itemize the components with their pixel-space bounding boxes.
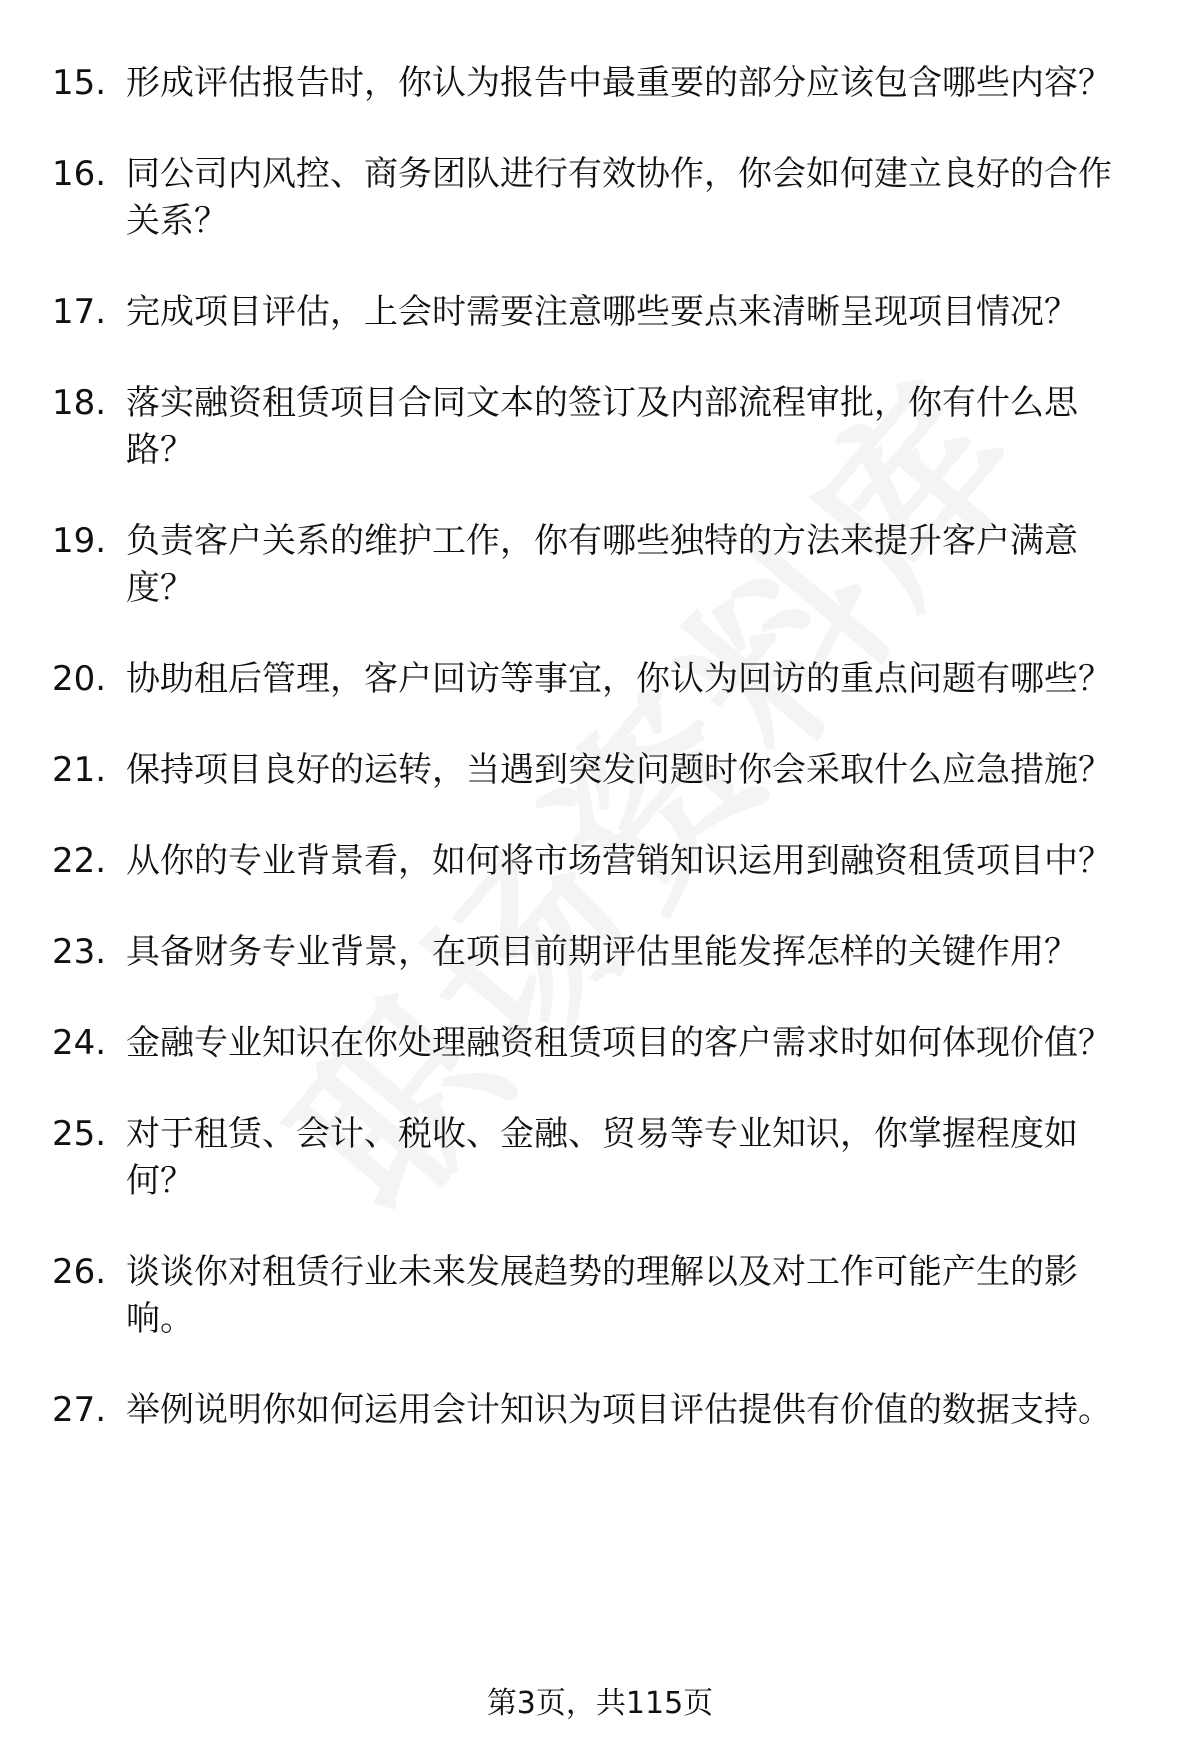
list-item	[0, 1249, 1200, 1343]
question-number: 23.	[52, 932, 107, 972]
question-number: 24.	[52, 1023, 107, 1063]
question-number: 26.	[52, 1252, 107, 1292]
question-text: 形成评估报告时，你认为报告中最重要的部分应该包含哪些内容？	[126, 63, 1112, 103]
list-item	[0, 838, 1200, 885]
question-number: 15.	[52, 63, 107, 103]
list-item	[0, 1020, 1200, 1067]
question-text: 落实融资租赁项目合同文本的签订及内部流程审批，你有什么思路？	[126, 383, 1078, 470]
list-item	[0, 289, 1200, 336]
question-text: 从你的专业背景看，如何将市场营销知识运用到融资租赁项目中？	[126, 841, 1112, 881]
question-number: 17.	[52, 292, 107, 332]
list-item	[0, 151, 1200, 245]
list-item	[0, 929, 1200, 976]
question-number: 25.	[52, 1114, 107, 1154]
question-text: 同公司内风控、商务团队进行有效协作，你会如何建立良好的合作关系？	[126, 154, 1112, 241]
question-number: 21.	[52, 750, 107, 790]
question-number: 27.	[52, 1390, 107, 1430]
question-number: 16.	[52, 154, 107, 194]
list-item	[0, 1111, 1200, 1205]
question-number: 19.	[52, 521, 107, 561]
question-text: 具备财务专业背景，在项目前期评估里能发挥怎样的关键作用？	[126, 932, 1078, 972]
list-item	[0, 747, 1200, 794]
question-text: 金融专业知识在你处理融资租赁项目的客户需求时如何体现价值？	[126, 1023, 1112, 1063]
question-list	[0, 60, 1200, 1478]
question-number: 18.	[52, 383, 107, 423]
question-text: 负责客户关系的维护工作，你有哪些独特的方法来提升客户满意度？	[126, 521, 1078, 608]
question-text: 举例说明你如何运用会计知识为项目评估提供有价值的数据支持。	[126, 1390, 1112, 1430]
list-item	[0, 656, 1200, 703]
question-text: 保持项目良好的运转，当遇到突发问题时你会采取什么应急措施？	[126, 750, 1112, 790]
question-text: 对于租赁、会计、税收、金融、贸易等专业知识，你掌握程度如何？	[126, 1114, 1078, 1201]
question-text: 谈谈你对租赁行业未来发展趋势的理解以及对工作可能产生的影响。	[126, 1252, 1078, 1339]
page-footer: 第3页，共115页	[486, 1686, 714, 1721]
question-number: 22.	[52, 841, 107, 881]
question-text: 完成项目评估，上会时需要注意哪些要点来清晰呈现项目情况？	[126, 292, 1078, 332]
list-item	[0, 60, 1200, 107]
list-item	[0, 518, 1200, 612]
list-item	[0, 380, 1200, 474]
list-item	[0, 1387, 1200, 1434]
question-number: 20.	[52, 659, 107, 699]
question-text: 协助租后管理，客户回访等事宜，你认为回访的重点问题有哪些？	[126, 659, 1112, 699]
